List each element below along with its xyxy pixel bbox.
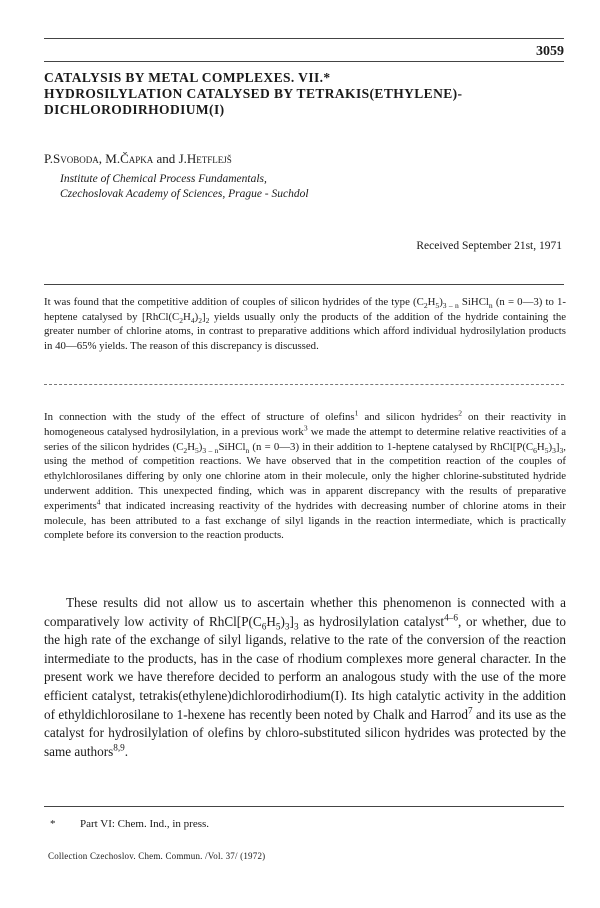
- header-rule-bottom: [44, 61, 564, 62]
- author-1-initial: P.: [44, 151, 54, 166]
- title-line-3: DICHLORODIRHODIUM(I): [44, 102, 225, 117]
- author-separator: and: [153, 151, 179, 166]
- intro-paragraph: In connection with the study of the effect of structure of olefins$^1$ and silicon hydrides$^2$ on their reactivity in homogeneous catalysed hydrosilylation, in a previous work$^3$ we made the attempt to determine relative reactivities of a series of the silicon hydrides $(C_2H_5)_{3 - n}SiHCl_n$ (n = 0—3) in their addition to 1-heptene catalysed by $RhCl[P(C_6H_5)_3]_3$, using the method of competition reactions. We have observed that in the competition reaction of the couples of ethylchlorosilanes differing by only one chlorine atom in their molecule, only the higher chlorine-substituted hydride underwent addition. This unexpected finding, which was in apparent discrepancy with the results of preparative experiments$^4$ that indicated increasing reactivity of the hydrides with decreasing number of chlorine atoms in their molecule, has been attributed to a fast exchange of silyl ligands in the reaction intermediate, which is practically complete before its conversion to the reaction products.: [44, 408, 566, 542]
- footnote-marker: *: [50, 818, 56, 830]
- title-line-2: HYDROSILYLATION CATALYSED BY TETRAKIS(ETHYLENE)-: [44, 86, 463, 101]
- authors: [44, 151, 232, 167]
- author-2-initial: M.: [105, 151, 121, 166]
- abstract: It was found that the competitive addition of couples of silicon hydrides of the type $(C_2H_5)_{3 - n}$ SiHCl$_n$ (n = 0—3) to 1-heptene catalysed by $[RhCl(C_2H_4)_2]_2$ yields usually only the products of the addition of the hydride containing the greater number of chlorine atoms, in contrast to preparative additions which afford individual hydrosilylation products in 40—65% yields. The reason of this discrepancy is discussed.: [44, 296, 567, 352]
- footnote-rule: [44, 806, 564, 807]
- body-paragraph: These results did not allow us to ascertain whether this phenomenon is connected with a comparatively low activity of $RhCl[P(C_6H_5)_3]_3$ as hydrosilylation catalyst$^{4-6}$, or whether, due to the high rate of the exchange of silyl ligands, relative to the rate of the conversion of the reaction intermediate to the products, has in the case of rhodium complexes more general character. In the present work we have therefore decided to perform an analogous study with the use of the more efficient catalyst, tetrakis(ethylene)dichlorodirhodium(I). Its high catalytic activity in the addition of ethyldichlorosilane to 1-hexene has recently been noted by Chalk and Harrod$^7$ and its use as the catalyst for hydrosilylation of olefins by chloro-substituted silicon hydrides was protected by the same authors$^{8,9}$.: [44, 595, 566, 759]
- author-separator: ,: [98, 151, 106, 166]
- footnote: [50, 818, 209, 830]
- footnote-text: Part VI: Chem. Ind., in press.: [80, 818, 210, 830]
- author-1-name: Svoboda: [53, 151, 99, 166]
- article-title: [44, 70, 564, 118]
- abstract-rule-top: [44, 284, 564, 285]
- title-line-1: CATALYSIS BY METAL COMPLEXES. VII.*: [44, 70, 331, 85]
- affiliation: [60, 172, 309, 202]
- author-3-name: Hetflejš: [186, 151, 232, 166]
- header-rule-top: [44, 38, 564, 39]
- affiliation-line-2: Czechoslovak Academy of Sciences, Prague - Suchdol: [60, 188, 309, 200]
- received-date: Received September 21st, 1971: [416, 240, 562, 252]
- page-number: 3059: [536, 44, 564, 59]
- author-2-name: Čapka: [120, 151, 154, 166]
- abstract-rule-bottom: [44, 384, 564, 385]
- affiliation-line-1: Institute of Chemical Process Fundamentals,: [60, 173, 267, 185]
- author-3-initial: J.: [178, 151, 187, 166]
- journal-citation: Collection Czechoslov. Chem. Commun. /Vol. 37/ (1972): [48, 851, 266, 861]
